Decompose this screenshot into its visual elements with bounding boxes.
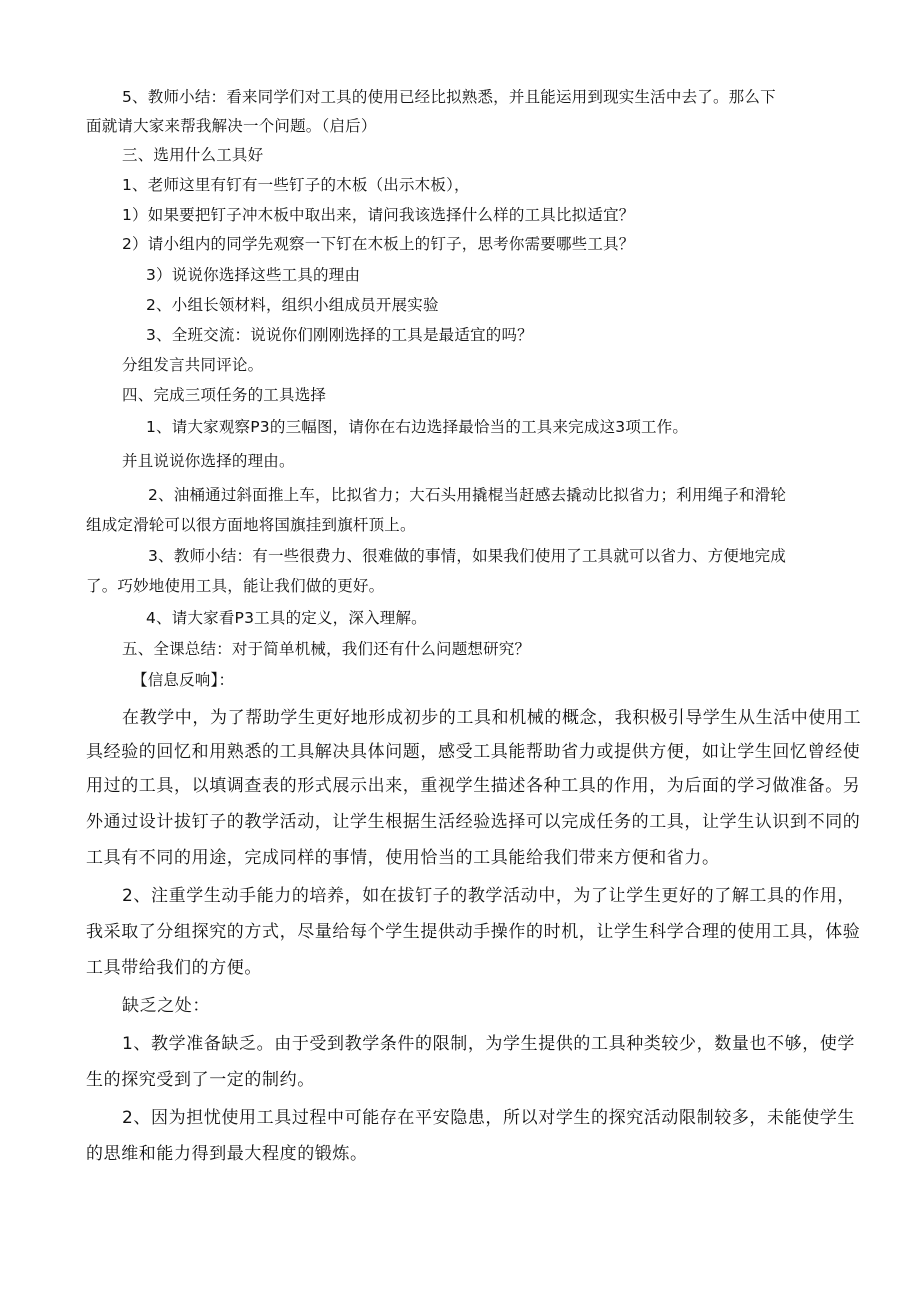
section-heading: 四、完成三项任务的工具选择 xyxy=(122,386,327,404)
text-line: 外通过设计拔钉子的教学活动，让学生根据生活经验选择可以完成任务的工具，让学生认识到不同的 xyxy=(86,812,861,832)
text-line: 1、请大家观察P3的三幅图，请你在右边选择最恰当的工具来完成这3项工作。 xyxy=(146,418,689,436)
text-line: 3、教师小结：有一些很费力、很难做的事情，如果我们使用了工具就可以省力、方便地完成 xyxy=(148,547,787,565)
text-line: 组成定滑轮可以很方面地将国旗挂到旗杆顶上。 xyxy=(86,516,416,534)
text-line: 工具有不同的用途，完成同样的事情，使用恰当的工具能给我们带来方便和省力。 xyxy=(86,848,720,868)
text-line: 在教学中，为了帮助学生更好地形成初步的工具和机械的概念，我积极引导学生从生活中使用工 xyxy=(122,708,862,728)
text-line: 生的探究受到了一定的制约。 xyxy=(86,1070,315,1090)
text-line: 1、老师这里有钉有一些钉子的木板（出示木板）， xyxy=(122,176,470,194)
section-heading: 缺乏之处： xyxy=(122,996,210,1016)
text-line: 分组发言共同评论。 xyxy=(122,356,264,374)
text-line: 并且说说你选择的理由。 xyxy=(122,452,295,470)
section-heading: 【信息反响】： xyxy=(132,671,235,689)
text-line: 3）说说你选择这些工具的理由 xyxy=(146,266,361,284)
text-line: 4、请大家看P3工具的定义，深入理解。 xyxy=(146,609,427,627)
section-heading: 三、选用什么工具好 xyxy=(122,146,264,164)
text-line: 1、教学准备缺乏。由于受到教学条件的限制，为学生提供的工具种类较少，数量也不够，使学 xyxy=(122,1034,856,1054)
text-line: 5、教师小结：看来同学们对工具的使用已经比拟熟悉，并且能运用到现实生活中去了。那么下 xyxy=(122,88,776,106)
text-line: 2、小组长领材料，组织小组成员开展实验 xyxy=(146,296,439,314)
text-line: 2、因为担忧使用工具过程中可能存在平安隐患，所以对学生的探究活动限制较多，未能使学生 xyxy=(122,1108,856,1128)
text-line: 用过的工具，以填调查表的形式展示出来，重视学生描述各种工具的作用，为后面的学习做准备。另 xyxy=(86,776,861,796)
section-heading: 五、全课总结：对于简单机械，我们还有什么问题想研究？ xyxy=(122,640,531,658)
text-line: 2、注重学生动手能力的培养，如在拔钉子的教学活动中，为了让学生更好的了解工具的作用， xyxy=(122,886,856,906)
text-line: 2）请小组内的同学先观察一下钉在木板上的钉子，思考你需要哪些工具？ xyxy=(122,235,635,253)
text-line: 3、全班交流：说说你们刚刚选择的工具是最适宜的吗？ xyxy=(146,326,533,344)
text-line: 了。巧妙地使用工具，能让我们做的更好。 xyxy=(86,577,385,595)
text-line: 工具带给我们的方便。 xyxy=(86,958,262,978)
text-line: 的思维和能力得到最大程度的锻炼。 xyxy=(86,1144,368,1164)
text-line: 2、油桶通过斜面推上车，比拟省力；大石头用撬棍当赶感去撬动比拟省力；利用绳子和滑轮 xyxy=(148,486,787,504)
text-line: 我采取了分组探究的方式，尽量给每个学生提供动手操作的时机，让学生科学合理的使用工具，体验 xyxy=(86,922,861,942)
text-line: 1）如果要把钉子冲木板中取出来，请问我该选择什么样的工具比拟适宜？ xyxy=(122,206,635,224)
text-line: 面就请大家来帮我解决一个问题。（启后） xyxy=(86,117,377,135)
text-line: 具经验的回忆和用熟悉的工具解决具体问题，感受工具能帮助省力或提供方便，如让学生回忆曾经使 xyxy=(86,742,861,762)
